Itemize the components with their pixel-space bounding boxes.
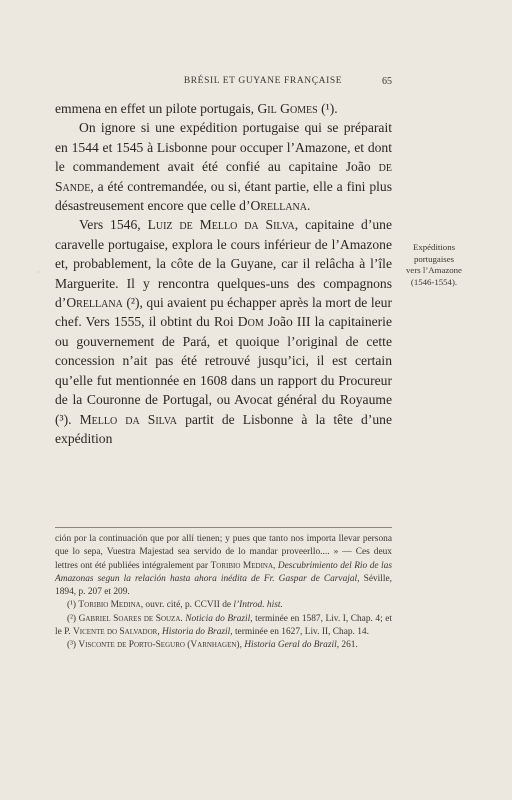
paragraph: On ignore si une expédition portugaise qui se préparait en 1544 et 1545 à Lisbonne pour occuper l’Amazone, et dont le commandement avait été confié au capitaine João de Sande, a été contremandée, ou si, étant partie, elle a fini plus désastreusement encore que celle d’Orellana. <box>55 120 392 214</box>
footnote-rule <box>55 527 392 528</box>
footnote: (²) Gabriel Soares de Souza. Noticia do Brazil, terminée en 1587, Liv. I, Chap. 4; et le P. Vicente do Salvador, Historia do Brazil, terminée en 1627, Liv. II, Chap. 14. <box>55 613 392 638</box>
footnote: (³) Visconte de Porto-Seguro (Varnhagen), Historia Geral do Brazil, 261. <box>67 640 358 651</box>
person-name: Gil Gomes <box>257 101 318 116</box>
margin-mark: · <box>37 267 40 277</box>
person-name: Sande <box>55 178 91 194</box>
footnote-continuation: ción por la continuación que por allí tienen; y pues que tanto nos importa llevar persona que lo sepa, Vuestra Majestad sea servido de lo mandar proveerllo.... » — Ces deux lettres ont été publiées intégralement par Toribio Medina, Descubrimiento del Rio de las Amazonas segun la relación hasta ahora inédita de Fr. Gaspar de Carvajal, Séville, 1894, p. 207 et 209. <box>55 534 392 598</box>
marginal-note: Expéditions portugaises vers l’Amazone (1546-1554). <box>406 242 462 287</box>
page-number: 65 <box>382 76 392 87</box>
person-name: Mello da Silva <box>79 411 178 427</box>
footnote: (¹) Toribio Medina, ouvr. cité, p. CCVII de l’Introd. hist. <box>67 600 283 611</box>
paragraph: Vers 1546, Luiz de Mello da Silva, capitaine d’une caravelle portugaise, explora le cours inférieur de l’Amazone et, probablement, la côte de la Guyane, car il relâcha à l’île Marguerite. Il y rencontra quelques-uns des compagnons d’Orellana (²), qui avaient pu échapper après la mort de leur chef. Vers 1555, il obtint du Roi Dom João III la capitainerie ou gouvernement de Pará, et quoique l’original de cette concession n’ait pas été retrouvé jusqu’ici, il est certain qu’elle fut mentionnée en 1608 dans un rapport du Procureur de la Couronne de Portugal, ou Avocat général du Royaume (³). Mello da Silva partit de Lisbonne à la tête d’une expédition <box>55 217 392 446</box>
running-title: BRÉSIL ET GUYANE FRANÇAISE <box>183 76 343 86</box>
footnotes <box>55 533 392 653</box>
person-name: Luiz de Mello da Silva <box>147 217 295 233</box>
person-name: Orellana <box>66 295 123 311</box>
paragraph: emmena en effet un pilote portugais, Gil Gomes (¹). <box>55 101 338 116</box>
person-name: Orellana <box>250 198 307 214</box>
main-text <box>55 99 392 448</box>
